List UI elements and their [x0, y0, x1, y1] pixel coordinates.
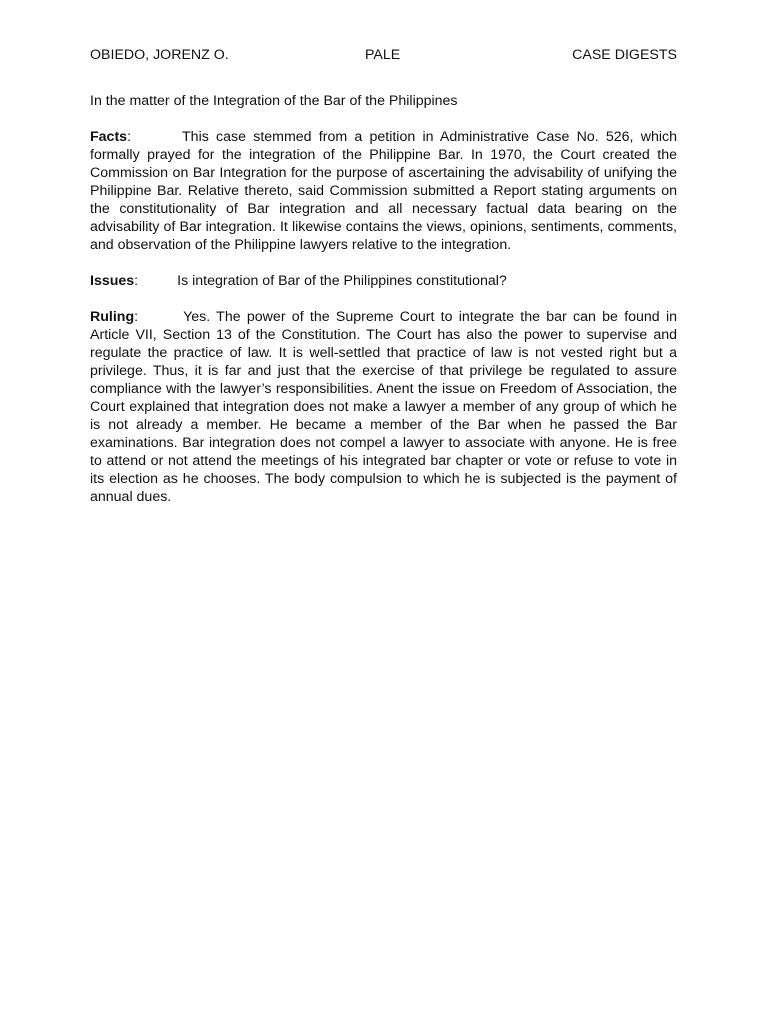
header-doc-type: CASE DIGESTS	[572, 47, 677, 63]
facts-section	[90, 128, 677, 254]
document-page	[90, 44, 677, 506]
issues-label: Issues	[90, 273, 135, 289]
header-subject: PALE	[365, 47, 401, 63]
header-author: OBIEDO, JORENZ O.	[90, 47, 229, 63]
issues-colon: :	[134, 273, 139, 289]
page-header	[90, 44, 677, 66]
case-title: In the matter of the Integration of the Bar of the Philippines	[90, 93, 458, 109]
ruling-section	[90, 308, 677, 506]
facts-colon: :	[127, 129, 132, 145]
facts-label: Facts	[90, 129, 128, 145]
facts-text: This case stemmed from a petition in Administrative Case No. 526, which formally prayed for the integration of the Philippine Bar. In 1970, the Court created the Commission on Bar Integration for the purpose of ascertaining the advisability of unifying the Philippine Bar. Relative thereto, said Commission submitted a Report stating arguments on the constitutionality of Bar integration and all necessary factual data bearing on the advisability of Bar integration. It likewise contains the views, opinions, sentiments, comments, and observation of the Philippine lawyers relative to the integration.	[90, 129, 677, 253]
ruling-colon: :	[134, 309, 139, 325]
issues-text: Is integration of Bar of the Philippines constitutional?	[177, 273, 507, 289]
ruling-text: Yes. The power of the Supreme Court to integrate the bar can be found in Article VII, Section 13 of the Constitution. The Court has also the power to supervise and regulate the practice of law. It is well-settled that practice of law is not vested right but a privilege. Thus, it is far and just that the exercise of that privilege be regulated to assure compliance with the lawyer’s responsibilities. Anent the issue on Freedom of Association, the Court explained that integration does not make a lawyer a member of any group of which he is not already a member. He became a member of the Bar when he passed the Bar examinations. Bar integration does not compel a lawyer to associate with anyone. He is free to attend or not attend the meetings of his integrated bar chapter or vote or refuse to vote in its election as he chooses. The body compulsion to which he is subjected is the payment of annual dues.	[90, 309, 677, 505]
ruling-label: Ruling	[90, 309, 135, 325]
issues-section	[90, 272, 677, 290]
